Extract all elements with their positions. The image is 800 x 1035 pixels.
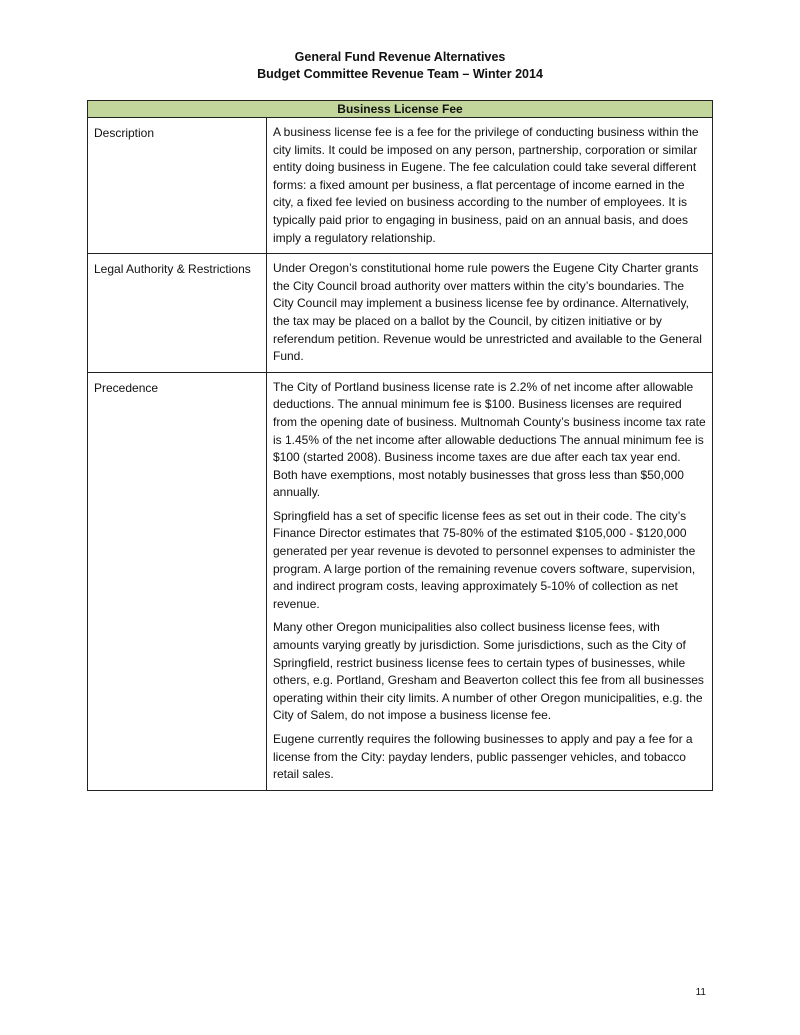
row-label-legal-authority: Legal Authority & Restrictions xyxy=(88,254,267,373)
business-license-fee-table xyxy=(87,100,713,791)
table-row-precedence xyxy=(88,372,713,790)
precedence-paragraph-eugene: Eugene currently requires the following businesses to apply and pay a fee for a license from the City: payday lenders, public passenger vehicles, and tobacco retail sales. xyxy=(273,732,693,782)
precedence-paragraph-other-municipalities: Many other Oregon municipalities also collect business license fees, with amounts varying greatly by jurisdiction. Some jurisdictions, such as the City of Springfield, restrict business license fees to certain types of businesses, while others, e.g. Portland, Gresham and Beaverton collect this fee from all businesses operating within their city limits. A number of other Oregon municipalities, e.g. the City of Salem, do not impose a business license fee. xyxy=(273,620,704,723)
description-paragraph: A business license fee is a fee for the privilege of conducting business within the city limits. It could be imposed on any person, partnership, corporation or similar entity doing business in Eugene. The fee calculation could take several different forms: a fixed amount per business, a flat percentage of income earned in the city, a fixed fee levied on business according to the number of employees. It is typically paid prior to engaging in business, paid on an annual basis, and does imply a regulatory relationship. xyxy=(273,125,699,245)
legal-authority-paragraph: Under Oregon’s constitutional home rule powers the Eugene City Charter grants the City Council broad authority over matters within the city’s boundaries. The City Council may implement a business license fee by ordinance. Alternatively, the tax may be placed on a ballot by the Council, by citizen initiative or by referendum petition. Revenue would be unrestricted and available to the General Fund. xyxy=(273,261,702,364)
document-title: General Fund Revenue Alternatives xyxy=(294,50,506,64)
table-row-description xyxy=(88,118,713,254)
row-content-legal-authority xyxy=(267,254,713,373)
table-header-row xyxy=(88,101,713,118)
table-row-legal-authority xyxy=(88,254,713,373)
row-label-description: Description xyxy=(88,118,267,254)
page-number: 11 xyxy=(695,987,706,998)
document-subtitle: Budget Committee Revenue Team – Winter 2014 xyxy=(257,67,543,81)
row-label-precedence: Precedence xyxy=(88,372,267,790)
precedence-paragraph-portland: The City of Portland business license rate is 2.2% of net income after allowable deductions. The annual minimum fee is $100. Business licenses are required from the opening date of business. Multnomah County’s business income tax rate is 1.45% of the net income after allowable deductions The annual minimum fee is $100 (started 2008). Business income taxes are due after each tax year end. Both have exemptions, most notably businesses that gross less than $50,000 annually. xyxy=(273,379,706,500)
row-content-precedence xyxy=(267,372,713,790)
row-content-description xyxy=(267,118,713,254)
table-heading: Business License Fee xyxy=(88,101,713,118)
precedence-paragraph-springfield: Springfield has a set of specific license fees as set out in their code. The city’s Finance Director estimates that 75-80% of the estimated $105,000 - $120,000 generated per year revenue is devoted to personnel expenses to administer the program. A large portion of the remaining revenue covers software, supervision, and indirect program costs, leaving approximately 5-10% of collection as net revenue. xyxy=(273,508,696,611)
